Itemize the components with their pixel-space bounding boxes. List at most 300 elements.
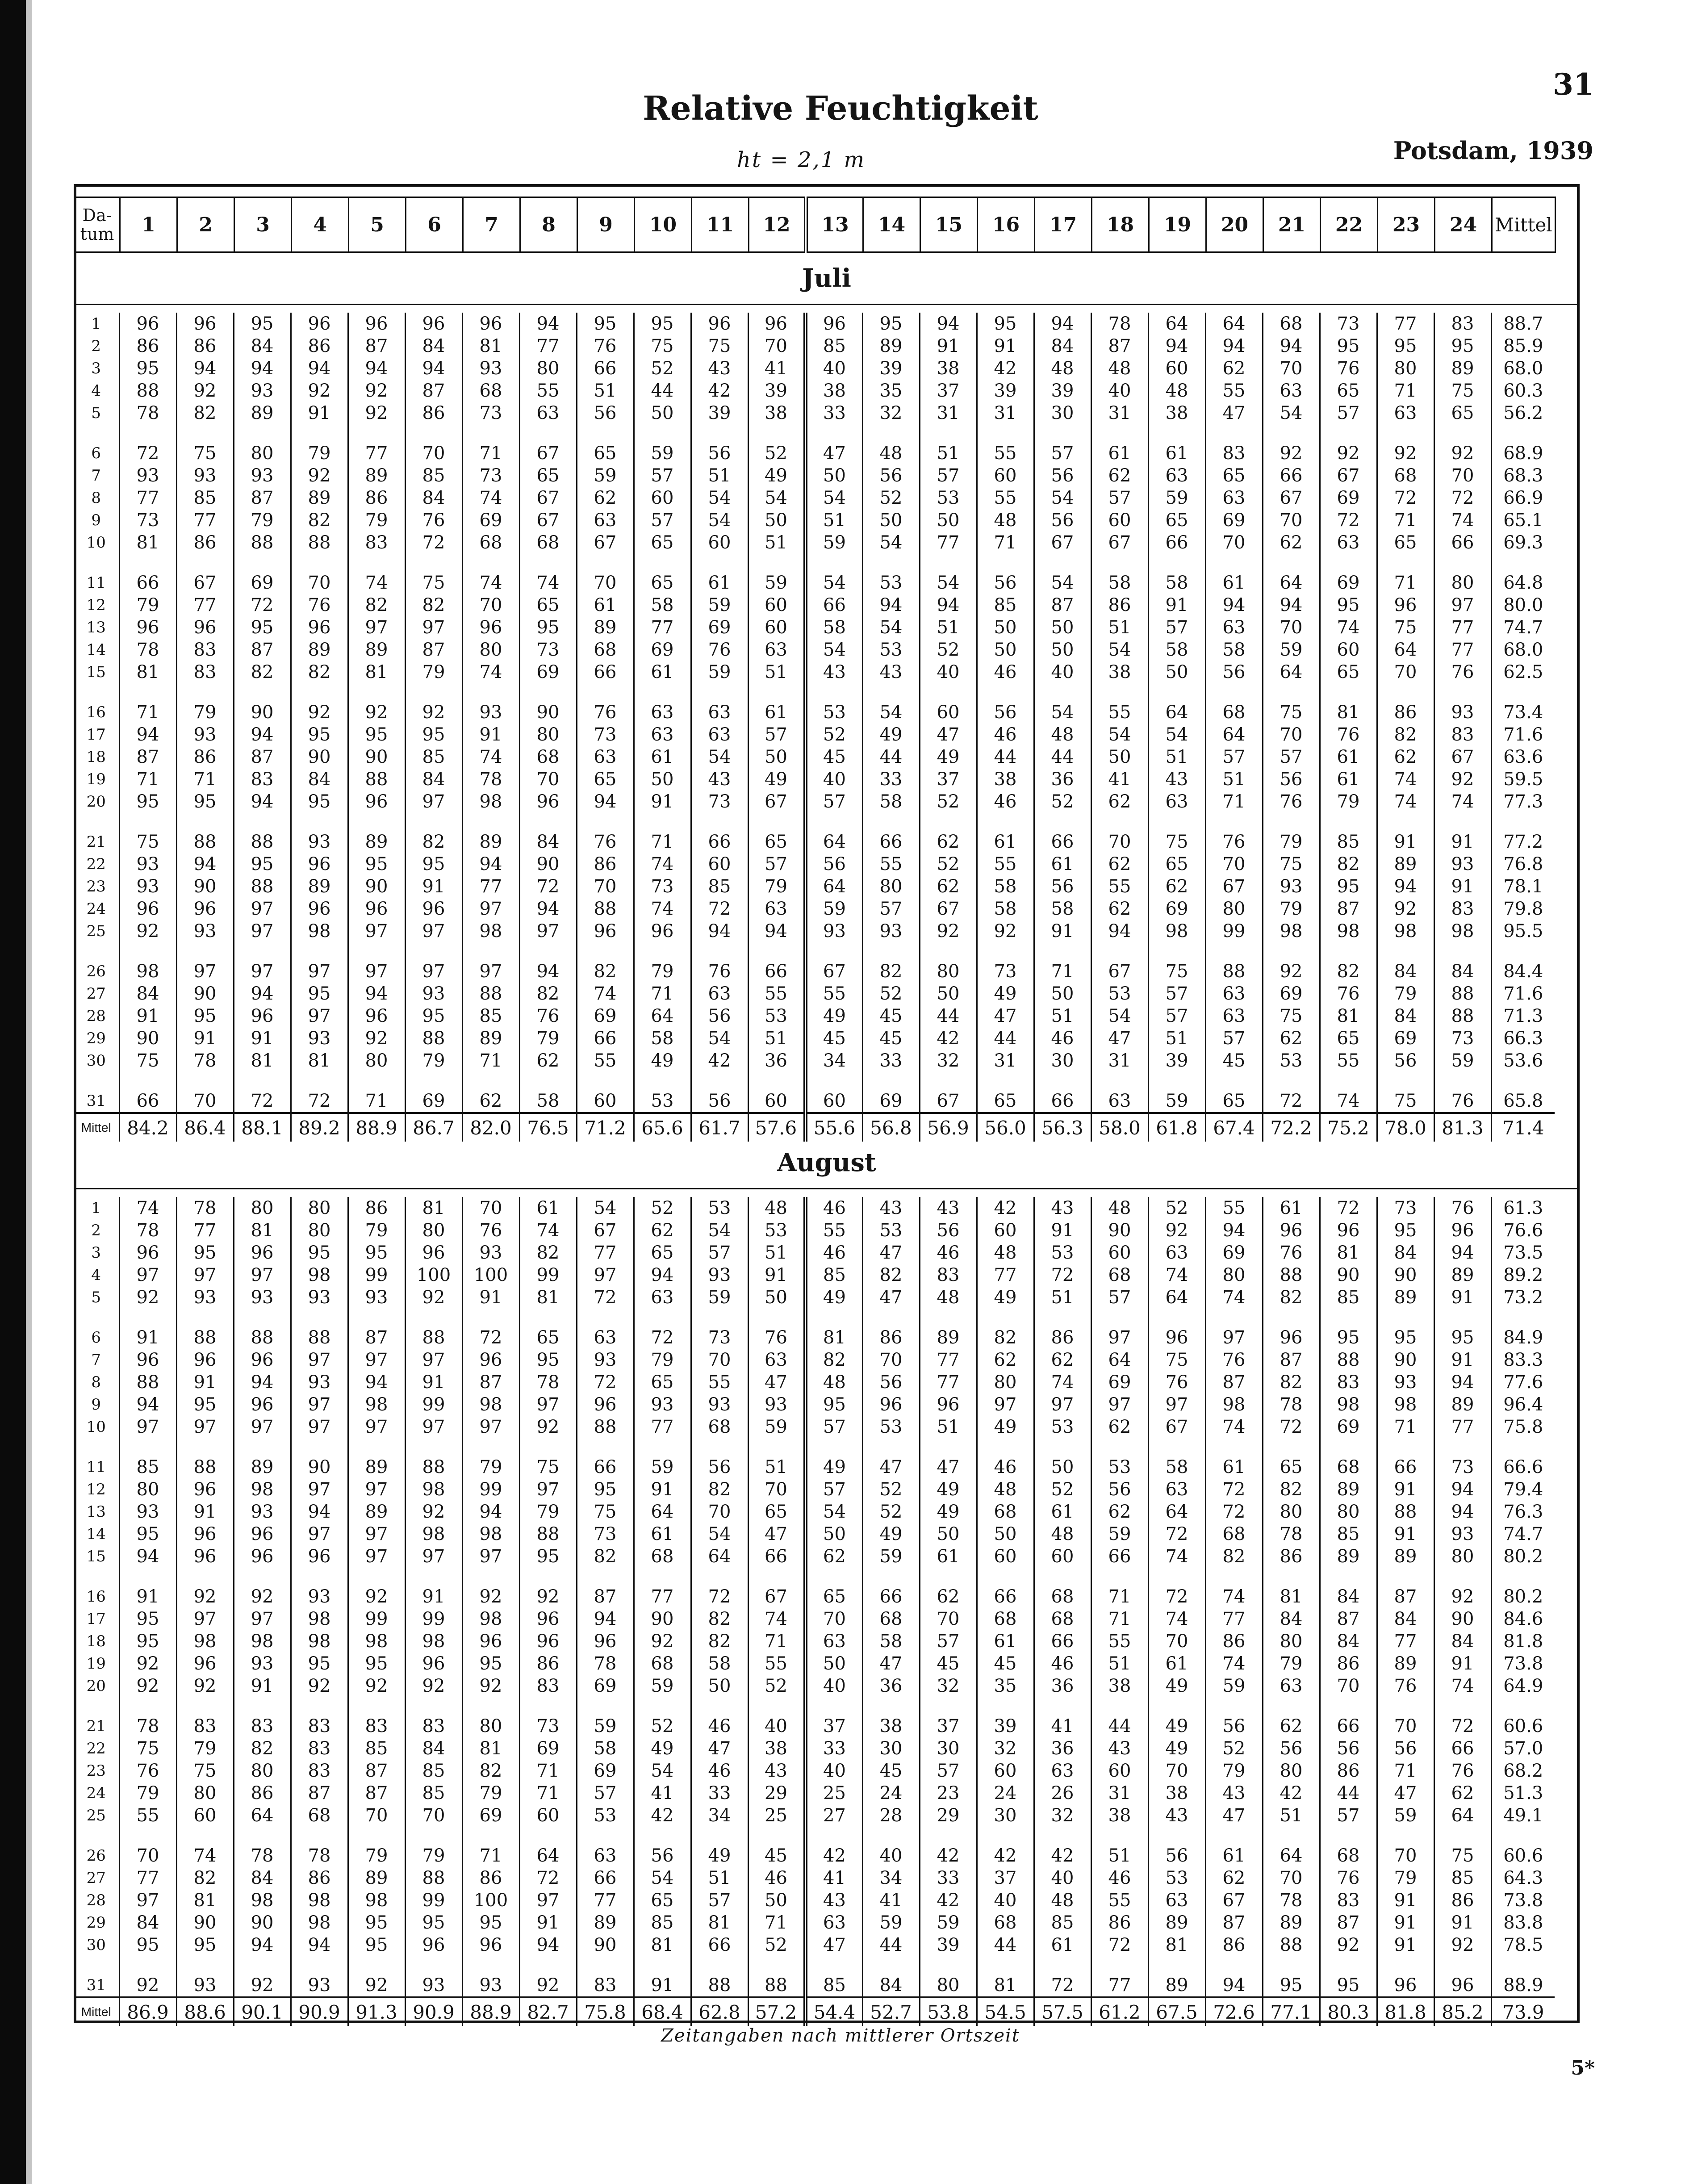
hour-values-cell [691, 960, 748, 1072]
block-gap [74, 1568, 1555, 1586]
humidity-value: 77 [136, 1868, 159, 1888]
humidity-value: 94 [365, 1372, 388, 1393]
humidity-value: 72 [594, 1372, 617, 1393]
hour-values-cell [1148, 1326, 1205, 1438]
humidity-value: 86 [1337, 1761, 1360, 1781]
humidity-value: 55 [823, 1220, 846, 1241]
humidity-value: 47 [879, 1457, 903, 1477]
hour-values-cell [1377, 1197, 1434, 1309]
humidity-value: 69 [536, 662, 560, 682]
humidity-value: 87 [365, 336, 388, 356]
humidity-value: 98 [308, 1265, 331, 1285]
hour-values-cell [577, 313, 634, 424]
humidity-value: 91 [1394, 1524, 1417, 1544]
humidity-value: 43 [937, 1198, 960, 1218]
gap-cell [74, 683, 119, 701]
day-label: 29 [86, 1029, 106, 1047]
gap-cell [1491, 554, 1555, 572]
humidity-value: 98 [308, 1631, 331, 1652]
humidity-value: 78 [193, 1198, 217, 1218]
day-label: 30 [86, 1936, 106, 1954]
humidity-value: 71 [651, 832, 674, 852]
humidity-value: 94 [251, 358, 274, 379]
humidity-value: 95 [136, 1609, 159, 1629]
hour-values-cell [1434, 831, 1491, 942]
hour-values-cell [405, 1090, 462, 1113]
humidity-value: 98 [422, 1479, 445, 1500]
humidity-value: 25 [823, 1783, 846, 1803]
humidity-value: 98 [308, 921, 331, 941]
humidity-value: 97 [193, 1265, 217, 1285]
humidity-value: 91 [1451, 876, 1474, 897]
hour-values-cell [1263, 1197, 1320, 1309]
humidity-value: 95 [365, 1653, 388, 1674]
humidity-value: 40 [765, 1716, 787, 1736]
gap-cell [519, 1309, 577, 1326]
humidity-value: 53 [879, 1417, 903, 1437]
humidity-value: 57 [708, 1890, 731, 1911]
humidity-value: 94 [193, 358, 217, 379]
humidity-value: 85 [479, 1006, 502, 1026]
hourly-monthly-mean: 82.0 [462, 1113, 519, 1142]
gap-cell [519, 942, 577, 960]
gap-cell [1091, 683, 1148, 701]
day-block [74, 960, 1555, 1072]
humidity-value: 88 [594, 1417, 617, 1437]
humidity-value: 73 [536, 640, 560, 660]
daily-mean: 84.6 [1503, 1609, 1543, 1629]
day-label: 22 [86, 855, 106, 873]
humidity-value: 93 [251, 1287, 274, 1308]
humidity-value: 92 [308, 381, 331, 401]
humidity-value: 53 [1280, 1050, 1303, 1071]
day-label-cell [74, 1715, 119, 1827]
humidity-value: 87 [1394, 1586, 1417, 1607]
humidity-value: 76 [594, 702, 617, 723]
day-label: 24 [86, 900, 106, 918]
humidity-value: 71 [994, 532, 1017, 553]
humidity-value: 85 [193, 488, 217, 508]
humidity-value: 47 [879, 1243, 903, 1263]
humidity-value: 79 [1394, 983, 1417, 1004]
gap-cell [1034, 1827, 1091, 1845]
hourly-monthly-mean: 54.4 [805, 1997, 862, 2026]
hour-values-cell [1377, 1456, 1434, 1568]
humidity-value: 93 [308, 1287, 331, 1308]
humidity-value: 43 [1165, 769, 1188, 790]
hourly-monthly-mean: 81.8 [1377, 1997, 1434, 2026]
hour-values-cell [234, 442, 291, 554]
gap-cell [634, 1438, 691, 1456]
daily-mean-cell [1491, 442, 1555, 554]
humidity-value: 91 [765, 1265, 787, 1285]
humidity-value: 65 [1337, 381, 1360, 401]
gap-cell [691, 683, 748, 701]
humidity-value: 92 [422, 1502, 445, 1522]
gap-cell [1091, 813, 1148, 831]
humidity-value: 62 [1108, 1417, 1131, 1437]
hour-values-cell [176, 1974, 234, 1997]
datum-header: Da-tum [75, 197, 120, 252]
humidity-value: 91 [1051, 1220, 1074, 1241]
gap-cell [977, 683, 1034, 701]
humidity-value: 54 [1280, 403, 1303, 423]
hour-values-cell [291, 1715, 348, 1827]
day-label: 14 [86, 641, 106, 659]
gap-cell [234, 1827, 291, 1845]
humidity-value: 92 [1451, 1586, 1474, 1607]
humidity-value: 42 [708, 1050, 731, 1071]
humidity-value: 90 [651, 1609, 674, 1629]
humidity-value: 63 [594, 747, 617, 767]
gap-cell [348, 813, 405, 831]
humidity-value: 92 [365, 1676, 388, 1696]
hour-values-cell [1034, 1326, 1091, 1438]
humidity-value: 94 [765, 921, 787, 941]
day-label: 27 [86, 985, 106, 1003]
humidity-value: 61 [594, 595, 617, 615]
gap-cell [634, 1309, 691, 1326]
daily-mean: 66.6 [1503, 1457, 1543, 1477]
humidity-value: 71 [479, 443, 502, 464]
humidity-value: 84 [1280, 1609, 1303, 1629]
gap-cell [1091, 1438, 1148, 1456]
humidity-value: 68 [1280, 314, 1303, 334]
gap-cell [348, 1568, 405, 1586]
humidity-value: 96 [422, 1653, 445, 1674]
humidity-value: 38 [765, 403, 787, 423]
hour-values-cell [291, 1845, 348, 1956]
humidity-value: 95 [1337, 876, 1360, 897]
humidity-value: 30 [937, 1738, 960, 1759]
humidity-value: 74 [479, 573, 502, 593]
day-label: 17 [86, 1610, 106, 1628]
gap-cell [748, 1827, 805, 1845]
humidity-value: 62 [594, 488, 617, 508]
humidity-value: 90 [193, 983, 217, 1004]
humidity-value: 88 [479, 983, 502, 1004]
humidity-value: 87 [594, 1586, 617, 1607]
humidity-value: 53 [651, 1091, 674, 1111]
humidity-value: 94 [308, 1502, 331, 1522]
humidity-value: 64 [1280, 573, 1303, 593]
hour-values-cell [176, 1197, 234, 1309]
humidity-value: 35 [994, 1676, 1017, 1696]
hour-header: 8 [520, 197, 577, 252]
humidity-value: 60 [994, 465, 1017, 486]
humidity-value: 48 [937, 1287, 960, 1308]
page-number: 31 [1553, 67, 1594, 102]
humidity-value: 87 [1051, 595, 1074, 615]
humidity-value: 79 [422, 662, 445, 682]
humidity-value: 43 [879, 662, 903, 682]
day-label: 6 [91, 444, 101, 462]
gap-cell [176, 813, 234, 831]
humidity-value: 63 [823, 1631, 846, 1652]
humidity-value: 76 [1337, 358, 1360, 379]
day-label: 31 [86, 1976, 106, 1994]
humidity-value: 87 [1222, 1372, 1246, 1393]
humidity-value: 63 [1222, 1006, 1246, 1026]
hourly-monthly-mean: 88.9 [348, 1113, 405, 1142]
hourly-monthly-mean: 54.5 [977, 1997, 1034, 2026]
hour-values-cell [577, 1326, 634, 1438]
humidity-value: 43 [823, 1890, 846, 1911]
daily-mean: 80.2 [1503, 1586, 1543, 1607]
humidity-value: 95 [1451, 1327, 1474, 1348]
humidity-value: 92 [422, 702, 445, 723]
humidity-value: 84 [1394, 1609, 1417, 1629]
hour-values-cell [805, 701, 862, 813]
gap-cell [1148, 942, 1205, 960]
humidity-value: 74 [479, 662, 502, 682]
humidity-value: 54 [823, 573, 846, 593]
humidity-value: 89 [251, 1457, 274, 1477]
humidity-value: 68 [1222, 702, 1246, 723]
humidity-value: 54 [1051, 573, 1074, 593]
day-label-cell [74, 1090, 119, 1113]
day-label: 9 [91, 1396, 101, 1414]
humidity-value: 80 [994, 1372, 1017, 1393]
hour-values-cell [291, 442, 348, 554]
hourly-monthly-mean: 62.8 [691, 1997, 748, 2026]
humidity-value: 94 [1394, 876, 1417, 897]
humidity-value: 75 [1165, 961, 1188, 982]
humidity-value: 53 [594, 1805, 617, 1826]
humidity-value: 67 [765, 1586, 787, 1607]
hour-values-cell [176, 572, 234, 683]
humidity-value: 42 [937, 1845, 960, 1866]
humidity-value: 51 [823, 510, 846, 531]
hour-values-cell [519, 572, 577, 683]
humidity-value: 95 [308, 791, 331, 812]
humidity-value: 67 [1222, 1890, 1246, 1911]
humidity-value: 98 [251, 1890, 274, 1911]
humidity-value: 52 [1165, 1198, 1188, 1218]
hour-header: 16 [978, 197, 1035, 252]
hour-values-cell [862, 572, 920, 683]
humidity-value: 64 [1165, 314, 1188, 334]
humidity-value: 86 [308, 1868, 331, 1888]
humidity-value: 60 [823, 1091, 846, 1111]
hour-header: 14 [863, 197, 920, 252]
humidity-value: 92 [1280, 961, 1303, 982]
daily-mean: 60.6 [1503, 1845, 1543, 1866]
hour-values-cell [1148, 701, 1205, 813]
humidity-value: 97 [536, 1394, 560, 1415]
humidity-value: 96 [193, 617, 217, 638]
humidity-value: 61 [1337, 769, 1360, 790]
humidity-value: 38 [879, 1716, 903, 1736]
day-label: 13 [86, 619, 106, 636]
humidity-value: 87 [365, 1783, 388, 1803]
hourly-monthly-mean: 75.2 [1320, 1113, 1377, 1142]
hour-values-cell [748, 313, 805, 424]
hour-values-cell [348, 1586, 405, 1697]
day-label: 20 [86, 1677, 106, 1695]
humidity-value: 53 [1165, 1868, 1188, 1888]
daily-mean-cell [1491, 572, 1555, 683]
hour-values-cell [634, 701, 691, 813]
humidity-value: 92 [994, 921, 1017, 941]
gap-cell [348, 1697, 405, 1715]
humidity-value: 49 [879, 1524, 903, 1544]
hour-values-cell [405, 1845, 462, 1956]
humidity-value: 91 [479, 1287, 502, 1308]
humidity-value: 92 [136, 921, 159, 941]
daily-mean: 53.6 [1503, 1050, 1543, 1071]
gap-cell [1320, 1438, 1377, 1456]
humidity-value: 50 [1051, 617, 1074, 638]
monthly-mean-row [74, 1997, 1555, 2026]
day-label: 1 [91, 315, 101, 333]
humidity-value: 95 [136, 1524, 159, 1544]
humidity-value: 43 [1165, 1805, 1188, 1826]
humidity-value: 97 [422, 1546, 445, 1567]
humidity-value: 73 [1451, 1028, 1474, 1049]
humidity-value: 42 [823, 1845, 846, 1866]
hour-values-cell [519, 1974, 577, 1997]
hour-values-cell [291, 313, 348, 424]
humidity-value: 96 [193, 1653, 217, 1674]
humidity-value: 94 [1051, 314, 1074, 334]
gap-cell [74, 1568, 119, 1586]
humidity-value: 73 [994, 961, 1017, 982]
humidity-value: 95 [308, 983, 331, 1004]
humidity-value: 91 [1394, 1912, 1417, 1933]
hour-values-cell [119, 572, 176, 683]
humidity-value: 60 [594, 1091, 617, 1111]
humidity-value: 50 [937, 1524, 960, 1544]
gap-cell [1263, 1568, 1320, 1586]
hour-values-cell [1148, 831, 1205, 942]
humidity-value: 60 [1337, 640, 1360, 660]
humidity-value: 62 [1165, 876, 1188, 897]
humidity-value: 74 [1051, 1372, 1074, 1393]
humidity-value: 61 [1222, 1845, 1246, 1866]
gap-cell [748, 424, 805, 442]
humidity-value: 61 [1165, 1653, 1188, 1674]
humidity-value: 93 [708, 1394, 731, 1415]
humidity-value: 69 [708, 617, 731, 638]
gap-cell [748, 1956, 805, 1974]
hourly-monthly-mean: 56.9 [920, 1113, 977, 1142]
gap-cell [119, 1568, 176, 1586]
daily-mean-cell [1491, 1715, 1555, 1827]
humidity-value: 94 [1165, 336, 1188, 356]
hour-values-cell [1034, 701, 1091, 813]
gap-cell [74, 1438, 119, 1456]
humidity-value: 63 [1280, 381, 1303, 401]
humidity-value: 91 [308, 403, 331, 423]
humidity-value: 89 [1337, 1546, 1360, 1567]
humidity-value: 91 [193, 1372, 217, 1393]
humidity-value: 98 [365, 1890, 388, 1911]
humidity-value: 79 [365, 510, 388, 531]
humidity-value: 75 [136, 1050, 159, 1071]
humidity-value: 39 [879, 358, 903, 379]
humidity-value: 73 [479, 403, 502, 423]
humidity-value: 79 [536, 1502, 560, 1522]
humidity-value: 56 [879, 465, 903, 486]
humidity-value: 96 [136, 899, 159, 919]
humidity-value: 55 [765, 1653, 787, 1674]
humidity-value: 79 [765, 876, 787, 897]
gap-cell [920, 813, 977, 831]
block-gap [74, 1072, 1555, 1090]
humidity-value: 56 [1165, 1845, 1188, 1866]
humidity-value: 69 [594, 1676, 617, 1696]
humidity-value: 65 [1165, 854, 1188, 874]
humidity-value: 51 [765, 532, 787, 553]
humidity-value: 47 [879, 1653, 903, 1674]
humidity-value: 50 [765, 1890, 787, 1911]
humidity-value: 73 [136, 510, 159, 531]
humidity-value: 50 [1051, 640, 1074, 660]
humidity-value: 72 [651, 1327, 674, 1348]
humidity-value: 56 [879, 1372, 903, 1393]
hour-values-cell [634, 1974, 691, 1997]
humidity-value: 88 [251, 532, 274, 553]
humidity-value: 65 [1337, 662, 1360, 682]
hour-header: 22 [1321, 197, 1378, 252]
humidity-value: 61 [765, 702, 787, 723]
humidity-value: 61 [1222, 573, 1246, 593]
humidity-value: 96 [251, 1243, 274, 1263]
gap-cell [748, 1438, 805, 1456]
humidity-value: 38 [765, 1738, 787, 1759]
gap-cell [176, 1568, 234, 1586]
hour-values-cell [405, 1326, 462, 1438]
hour-values-cell [234, 572, 291, 683]
humidity-value: 96 [308, 899, 331, 919]
humidity-value: 48 [994, 1243, 1017, 1263]
humidity-value: 74 [1222, 1417, 1246, 1437]
humidity-value: 89 [1165, 1912, 1188, 1933]
humidity-value: 89 [365, 1457, 388, 1477]
hour-values-cell [119, 1197, 176, 1309]
humidity-value: 91 [1394, 1890, 1417, 1911]
humidity-value: 52 [1051, 1479, 1074, 1500]
humidity-value: 77 [1108, 1975, 1131, 1996]
gap-cell [691, 1568, 748, 1586]
humidity-value: 62 [1108, 899, 1131, 919]
humidity-value: 70 [1280, 724, 1303, 745]
humidity-value: 92 [1451, 1935, 1474, 1955]
hour-header: 21 [1263, 197, 1321, 252]
gap-cell [1263, 1072, 1320, 1090]
hour-values-cell [1434, 1326, 1491, 1438]
humidity-value: 97 [251, 1265, 274, 1285]
day-label: 26 [86, 1847, 106, 1865]
humidity-value: 83 [937, 1265, 960, 1285]
humidity-value: 46 [1051, 1028, 1074, 1049]
hour-values-cell [805, 1586, 862, 1697]
humidity-value: 81 [422, 1198, 445, 1218]
gap-cell [748, 813, 805, 831]
humidity-value: 96 [823, 314, 846, 334]
humidity-value: 29 [765, 1783, 787, 1803]
gap-cell [634, 1568, 691, 1586]
gap-cell [1148, 424, 1205, 442]
daily-mean: 78.5 [1503, 1935, 1543, 1955]
humidity-value: 87 [422, 381, 445, 401]
humidity-value: 85 [422, 747, 445, 767]
humidity-value: 91 [422, 876, 445, 897]
humidity-value: 82 [422, 595, 445, 615]
gap-cell [74, 813, 119, 831]
humidity-value: 64 [251, 1805, 274, 1826]
